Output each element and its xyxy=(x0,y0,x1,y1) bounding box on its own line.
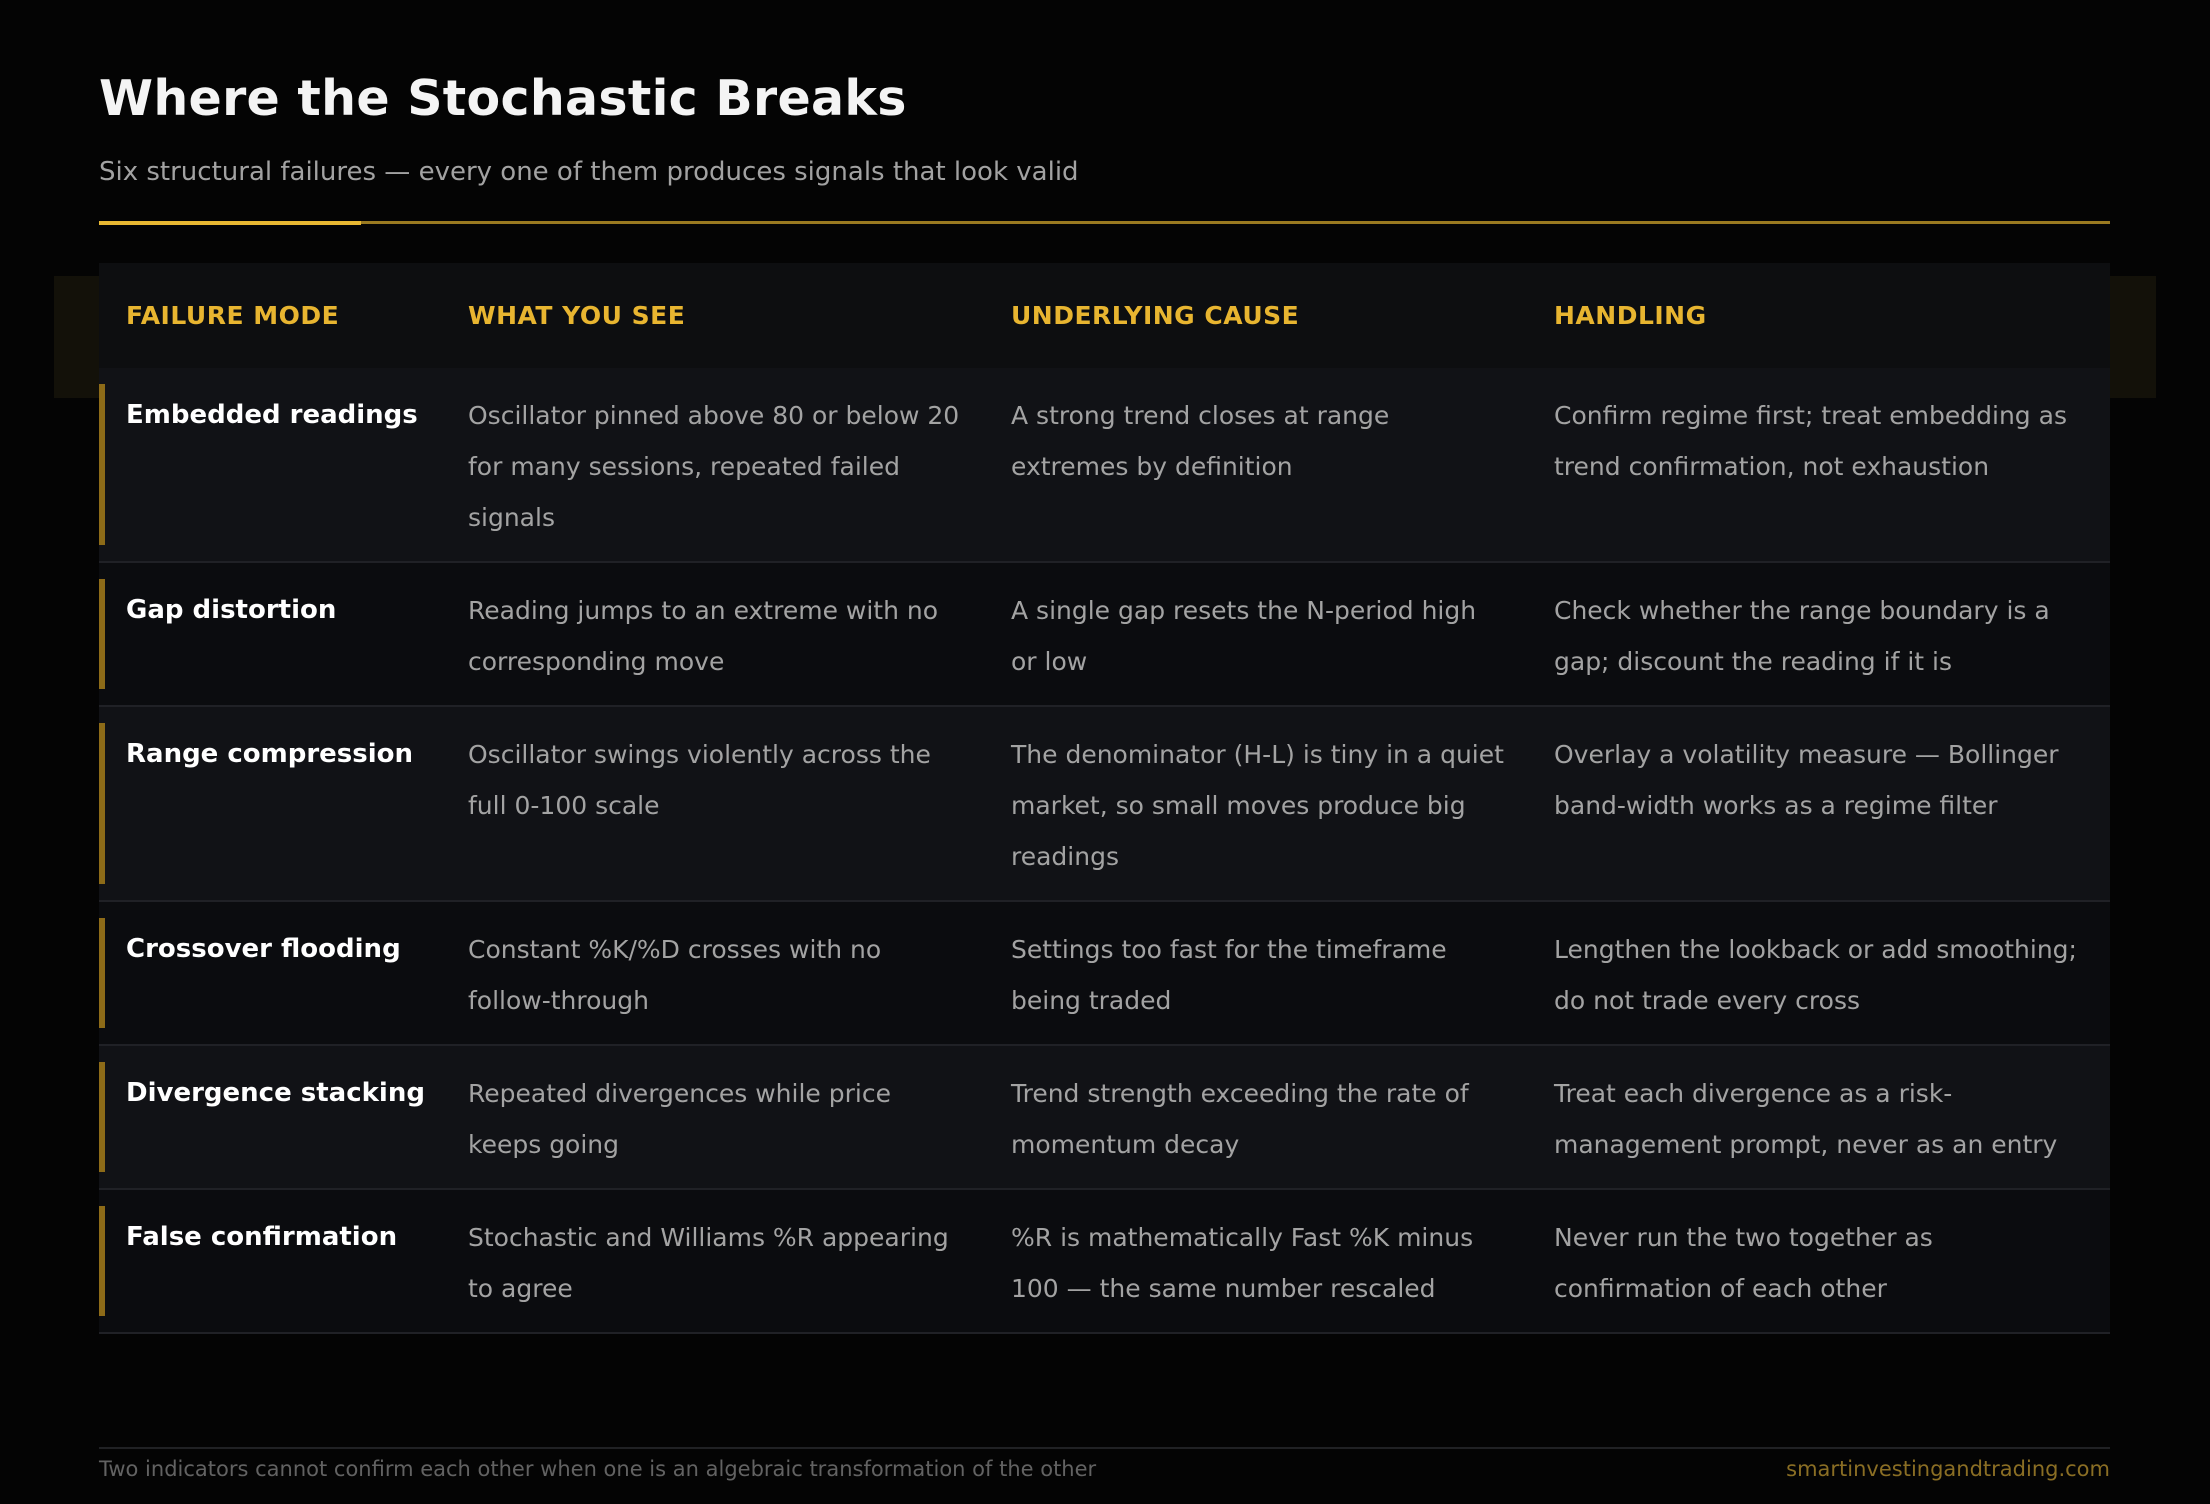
failure-mode-label: Gap distortion xyxy=(126,595,337,625)
column-header-failure-mode: FAILURE MODE xyxy=(126,301,340,330)
table-row xyxy=(99,1189,2110,1333)
failure-mode-cell xyxy=(99,1189,441,1333)
handling-cell: Confirm regime first; treat embedding as trend confirmation, not exhaustion xyxy=(1554,401,2067,481)
footer-site-link[interactable]: smartinvestingandtrading.com xyxy=(1786,1457,2110,1481)
title-divider-accent xyxy=(99,221,361,225)
failure-mode-cell xyxy=(99,1045,441,1189)
failure-mode-cell xyxy=(99,901,441,1045)
row-accent-bar xyxy=(99,1062,105,1172)
underlying-cause-cell: %R is mathematically Fast %K minus 100 — the same number rescaled xyxy=(1011,1223,1474,1303)
underlying-cause-cell: A strong trend closes at range extremes by definition xyxy=(1011,401,1390,481)
handling-cell: Check whether the range boundary is a gap; discount the reading if it is xyxy=(1554,596,2050,676)
underlying-cause-cell: Settings too fast for the timeframe being traded xyxy=(1011,935,1447,1015)
handling-cell: Lengthen the lookback or add smoothing; do not trade every cross xyxy=(1554,935,2077,1015)
failure-mode-label: False confirmation xyxy=(126,1222,398,1252)
table-row xyxy=(99,1045,2110,1189)
failure-mode-label: Crossover flooding xyxy=(126,934,401,964)
table-row xyxy=(99,901,2110,1045)
failure-modes-table xyxy=(99,263,2110,1334)
row-accent-bar xyxy=(99,579,105,689)
row-accent-bar xyxy=(99,723,105,884)
page-subtitle: Six structural failures — every one of them produces signals that look valid xyxy=(99,157,1079,187)
table-header-row xyxy=(99,263,2110,368)
what-you-see-cell: Constant %K/%D crosses with no follow-through xyxy=(468,935,882,1015)
failure-mode-label: Divergence stacking xyxy=(126,1078,425,1108)
handling-cell: Treat each divergence as a risk-management prompt, never as an entry xyxy=(1554,1079,2058,1159)
failure-mode-cell xyxy=(99,368,441,562)
underlying-cause-cell: The denominator (H-L) is tiny in a quiet market, so small moves produce big readings xyxy=(1011,740,1504,871)
underlying-cause-cell: A single gap resets the N-period high or low xyxy=(1011,596,1477,676)
handling-cell: Never run the two together as confirmation of each other xyxy=(1554,1223,1933,1303)
handling-cell: Overlay a volatility measure — Bollinger band-width works as a regime filter xyxy=(1554,740,2059,820)
title-divider xyxy=(99,221,2110,224)
what-you-see-cell: Reading jumps to an extreme with no corresponding move xyxy=(468,596,939,676)
row-accent-bar xyxy=(99,384,105,545)
row-accent-bar xyxy=(99,918,105,1028)
footer-divider xyxy=(99,1447,2110,1449)
footer-note: Two indicators cannot confirm each other when one is an algebraic transformation of the other xyxy=(99,1457,1097,1481)
column-header-what-you-see: WHAT YOU SEE xyxy=(468,301,686,330)
column-header-handling: HANDLING xyxy=(1554,301,1707,330)
underlying-cause-cell: Trend strength exceeding the rate of momentum decay xyxy=(1011,1079,1469,1159)
what-you-see-cell: Repeated divergences while price keeps going xyxy=(468,1079,891,1159)
what-you-see-cell: Oscillator pinned above 80 or below 20 for many sessions, repeated failed signals xyxy=(468,401,960,532)
failure-mode-cell xyxy=(99,706,441,901)
failure-mode-cell xyxy=(99,562,441,706)
table-row xyxy=(99,368,2110,562)
table-row xyxy=(99,706,2110,901)
what-you-see-cell: Oscillator swings violently across the full 0-100 scale xyxy=(468,740,931,820)
column-header-underlying-cause: UNDERLYING CAUSE xyxy=(1011,301,1300,330)
table-row xyxy=(99,562,2110,706)
failure-mode-label: Embedded readings xyxy=(126,400,418,430)
failure-mode-label: Range compression xyxy=(126,739,414,769)
row-accent-bar xyxy=(99,1206,105,1316)
page-title: Where the Stochastic Breaks xyxy=(99,70,907,127)
what-you-see-cell: Stochastic and Williams %R appearing to agree xyxy=(468,1223,949,1303)
